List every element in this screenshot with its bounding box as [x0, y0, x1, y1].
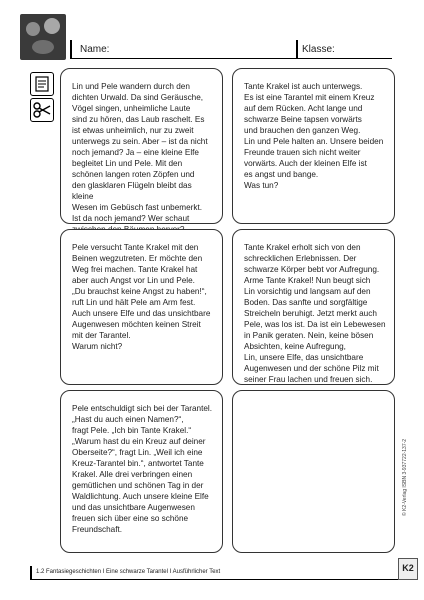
worksheet-icon	[30, 72, 54, 96]
story-card-1	[60, 68, 223, 224]
name-label: Name:	[80, 44, 110, 55]
story-card-text: Tante Krakel erholt sich von den schrecklichen Erlebnissen. Der schwarze Körper bebt vor Aufregung. Arme Tante Krakel! Nun beugt sich Lin vorsichtig und langsam auf den Boden. Das sanfte und sorgfältige Streicheln beruhigt. Jetzt merkt auch Pele, was los ist. Da ist ein Lebewesen in Panik geraten. Nein, keine bösen Absichten, keine Aufregung, Lin, unsere Elfe, das unsichtbare Augenwesen und der schöne Pilz mit seiner Frau lachen und freuen sich.	[244, 243, 386, 384]
story-card-text: Lin und Pele wandern durch den dichten Urwald. Da sind Geräusche, Vögel singen, unheimliche Laute sind zu hören, das Laub raschelt. Es ist etwas unheimlich, nur zu zweit unterwegs zu sein. Aber – ist da nicht noch jemand? Ja – eine kleine Elfe begleitet Lin und Pele. Mit den schönen langen roten Zöpfen und den glasklaren Flügeln bleibt das kleine Wesen im Gebüsch fast unbemerkt. Ist da noch jemand? Wer schaut	[72, 82, 208, 223]
story-card-text: Tante Krakel ist auch unterwegs. Es ist eine Tarantel mit einem Kreuz auf dem Rücken. Acht lange und schwarze Beine tapsen vorwärts und brauchen den ganzen Weg. Lin und Pele halten an. Unsere beiden Freunde trauen sich nicht weiter vorwärts. Auch der kleinen Elfe ist es angst und bange. Was tun?	[244, 82, 384, 190]
name-separator	[70, 40, 72, 58]
story-card-text: Pele versucht Tante Krakel mit den Beinen wegzutreten. Er möchte den Weg frei machen. Tante Krakel hat aber auch Angst vor Lin und Pele. „Du brauchst keine Angst zu haben!“, ruft Lin und hält Pele am Arm fest. Auch unsere Elfe und das unsichtbare Augenwesen möchten keinen Streit mit der Tarantel. Warum nicht?	[72, 243, 211, 351]
footer-text: 1.2 Fantasiegeschichten I Eine schwarze Tarantel I Ausführlicher Text	[36, 569, 221, 575]
class-label: Klasse:	[302, 44, 335, 55]
story-card-3	[60, 229, 223, 385]
class-separator	[296, 40, 298, 58]
footer-line	[30, 579, 398, 580]
copyright-note: © K2-Verlag ISBN 3-937722-137-2	[402, 438, 408, 516]
story-card-2	[232, 68, 395, 224]
name-line	[70, 58, 392, 59]
scissors-icon	[30, 98, 54, 122]
story-card-5	[60, 390, 223, 553]
publisher-logo: K2	[398, 558, 418, 580]
footer-tick	[30, 566, 32, 580]
story-card-text: Pele entschuldigt sich bei der Tarantel. „Hast du auch einen Namen?“, fragt Pele. „Ich bin Tante Krakel.“ „Warum hast du ein Kreuz auf deiner Oberseite?“, fragt Lin. „Weil ich eine Kreuz-Tarantel bin.“, antwortet Tante Krakel. Alle drei verbringen einen gemütlichen und schönen Tag in der Waldlichtung. Auch unsere kleine Elfe und das unsichtbare Augenwesen freuen sich über eine so schöne Freundschaft.	[72, 404, 213, 534]
story-card-6-empty	[232, 390, 395, 553]
header-illustration	[20, 14, 66, 60]
story-card-4	[232, 229, 395, 385]
